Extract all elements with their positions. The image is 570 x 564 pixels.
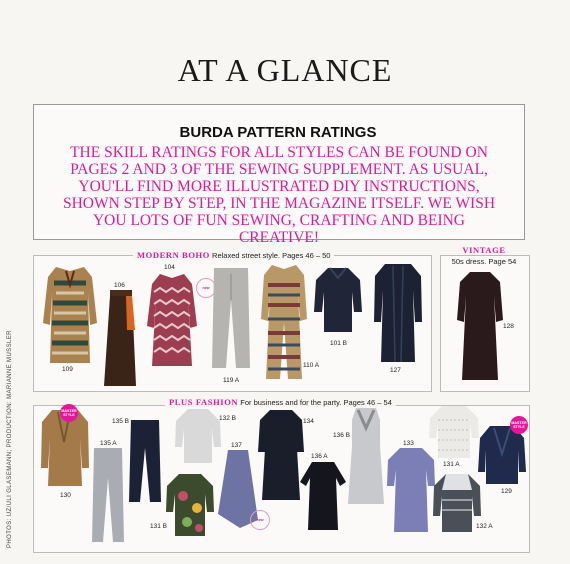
item-134-number: 134 <box>303 418 314 425</box>
garment-136a-top-image <box>300 460 346 532</box>
garment-132b-top-image <box>174 407 222 465</box>
item-106-number: 106 <box>114 282 125 289</box>
item-135a-number: 135 A <box>100 440 117 447</box>
plus-fashion-desc: For business and for the party. Pages 46 – 54 <box>240 398 392 407</box>
item-133-number: 133 <box>403 440 414 447</box>
plus-fashion-name: PLUS FASHION <box>169 397 239 407</box>
item-135b-number: 135 B <box>112 418 129 425</box>
item-128-number: 128 <box>503 323 514 330</box>
modern-boho-header <box>133 250 334 260</box>
garment-101b-top-image <box>314 266 362 338</box>
garment-131a-top-image <box>428 404 480 460</box>
garment-106-skirt-image <box>100 290 140 390</box>
item-109-number: 109 <box>62 366 73 373</box>
garment-134-dress-image <box>256 408 306 502</box>
item-131a-number: 131 A <box>443 461 460 468</box>
master-style-badge: MASTER STYLE <box>60 404 78 422</box>
modern-boho-name: MODERN BOHO <box>137 250 210 260</box>
garment-131b-top-image <box>165 472 215 538</box>
item-132b-number: 132 B <box>219 415 236 422</box>
item-119a-number: 119 A <box>223 377 240 384</box>
item-136a-number: 136 A <box>311 453 328 460</box>
garment-127-cardigan-image <box>373 262 423 366</box>
vintage-name: VINTAGE <box>462 245 506 255</box>
garment-110a-jumpsuit-image <box>260 263 308 381</box>
item-130-number: 130 <box>60 492 71 499</box>
item-136b-number: 136 B <box>333 432 350 439</box>
garment-104-dress-image <box>146 272 198 368</box>
garment-128-dress-image <box>456 270 504 382</box>
ratings-body: THE SKILL RATINGS FOR ALL STYLES CAN BE FOUND ON PAGES 2 AND 3 OF THE SEWING SUPPLEMENT. AS USUAL, YOU'LL FIND MORE ILLUSTRATED DIY INSTRUCTIONS, SHOWN STEP BY STEP, IN THE MAGAZINE ITSELF. WE WISH YOU LOTS OF FUN SEWING, CRAFTING AND BEING CREATIVE! <box>62 144 496 246</box>
page-title: AT A GLANCE <box>177 52 393 88</box>
ratings-title: BURDA PATTERN RATINGS <box>179 124 377 141</box>
item-131b-number: 131 B <box>150 523 167 530</box>
item-110a-number: 110 A <box>303 362 320 369</box>
garment-119a-trousers-image <box>210 268 252 372</box>
item-101b-number: 101 B <box>330 340 347 347</box>
master-style-badge: MASTER STYLE <box>510 416 528 434</box>
item-127-number: 127 <box>390 367 401 374</box>
photo-credit: PHOTOS: UZ/ULI GLASEMANN; PRODUCTION: MARIANNE MUSSLER <box>7 330 13 548</box>
garment-135b-trousers-image <box>128 420 162 504</box>
garment-109-dress-image <box>42 263 98 369</box>
modern-boho-desc: Relaxed street style. Pages 46 – 50 <box>212 251 331 260</box>
item-132a-number: 132 A <box>476 523 493 530</box>
garment-135a-trousers-image <box>91 448 125 544</box>
garment-132a-top-image <box>432 472 482 534</box>
item-129-number: 129 <box>501 488 512 495</box>
garment-136b-dress-image <box>346 406 386 506</box>
new-badge: new <box>196 278 216 298</box>
item-137-number: 137 <box>231 442 242 449</box>
new-badge: new <box>250 510 270 530</box>
vintage-desc: 50s dress. Page 54 <box>451 257 517 266</box>
item-104-number: 104 <box>164 264 175 271</box>
